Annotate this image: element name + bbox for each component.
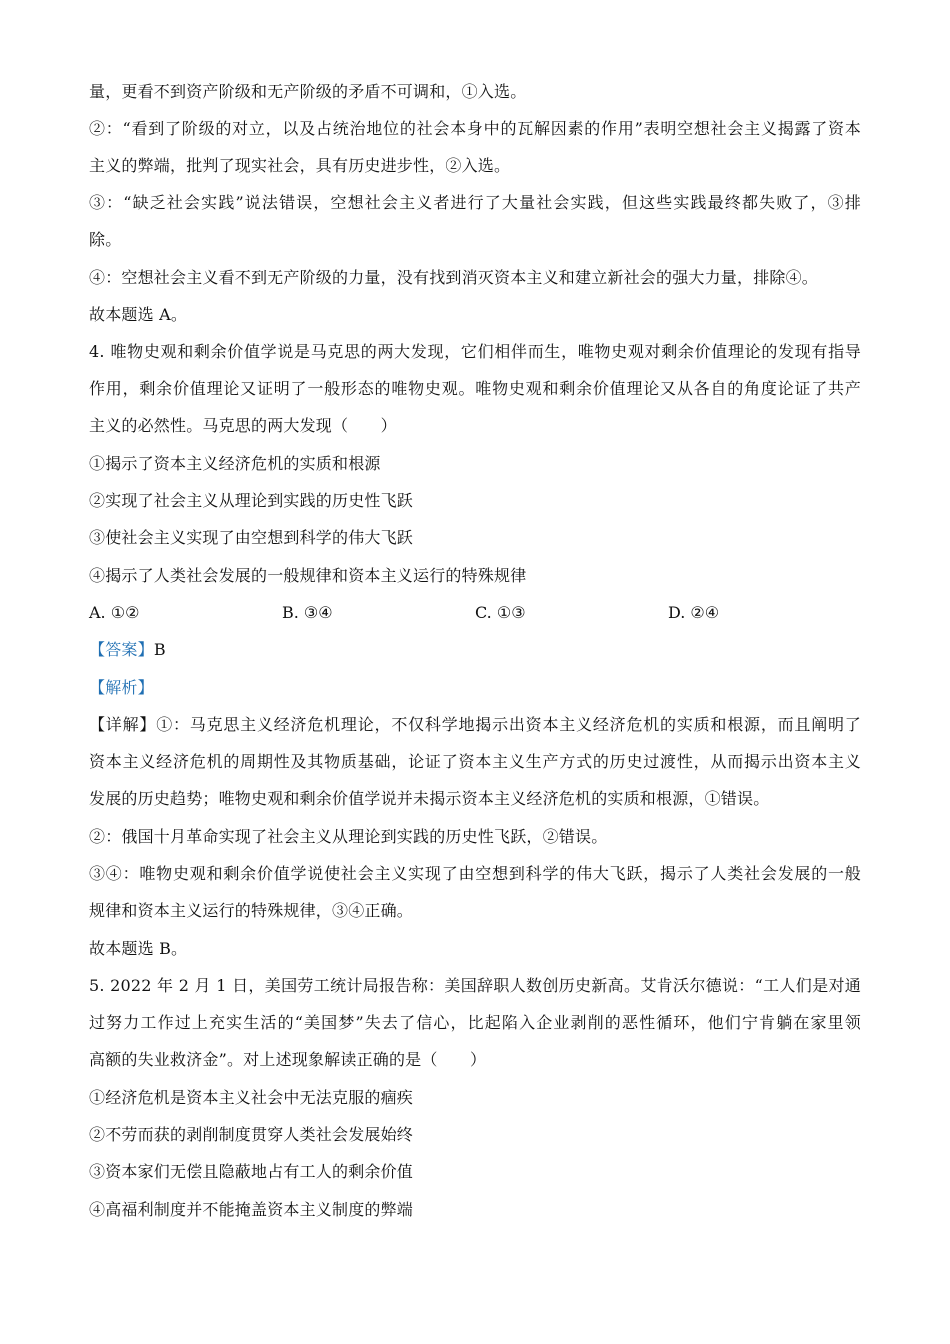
q5-item-4: ④高福利制度并不能掩盖资本主义制度的弊端 (89, 1200, 414, 1219)
q3-analysis-line-3: 主义的弊端，批判了现实社会，具有历史进步性，②入选。 (89, 156, 511, 175)
answer-value: B (153, 640, 166, 659)
q5-item-1: ①经济危机是资本主义社会中无法克服的痼疾 (89, 1088, 414, 1107)
q3-analysis-line-2: ②：“看到了阶级的对立，以及占统治地位的社会本身中的瓦解因素的作用”表明空想社会主义揭露了资本 (89, 119, 861, 138)
q4-detail-line-5: ③④：唯物史观和剩余价值学说使社会主义实现了由空想到科学的伟大飞跃，揭示了人类社会发展的一般 (89, 864, 861, 883)
q4-detail-line-4: ②：俄国十月革命实现了社会主义从理论到实践的历史性飞跃，②错误。 (89, 827, 608, 846)
q5-stem-line-3: 高额的失业救济金”。对上述现象解读正确的是（ ） (89, 1050, 487, 1069)
q4-option-a: A. ①② (89, 603, 140, 622)
q4-analysis-heading (89, 678, 154, 698)
q3-analysis-line-6: ④：空想社会主义看不到无产阶级的力量，没有找到消灭资本主义和建立新社会的强大力量，排除④。 (89, 268, 819, 287)
q4-item-1: ①揭示了资本主义经济危机的实质和根源 (89, 454, 381, 473)
q3-conclusion: 故本题选 A。 (89, 305, 188, 324)
q4-detail-line-3: 发展的历史趋势；唯物史观和剩余价值学说并未揭示资本主义经济危机的实质和根源，①错误。 (89, 789, 770, 808)
q5-stem-line-2: 过努力工作过上充实生活的“美国梦”失去了信心，比起陷入企业剥削的恶性循环，他们宁肯躺在家里领 (89, 1013, 861, 1032)
q4-conclusion: 故本题选 B。 (89, 939, 188, 958)
q3-analysis-line-4: ③：“缺乏社会实践”说法错误，空想社会主义者进行了大量社会实践，但这些实践最终都失败了，③排 (89, 193, 861, 212)
q5-item-3: ③资本家们无偿且隐蔽地占有工人的剩余价值 (89, 1162, 414, 1181)
q4-item-4: ④揭示了人类社会发展的一般规律和资本主义运行的特殊规律 (89, 566, 527, 585)
q4-stem-line-2: 作用，剩余价值理论又证明了一般形态的唯物史观。唯物史观和剩余价值理论又从各自的角度论证了共产 (89, 379, 861, 398)
q4-stem-line-1: 4. 唯物史观和剩余价值学说是马克思的两大发现，它们相伴而生，唯物史观对剩余价值理论的发现有指导 (89, 342, 861, 361)
analysis-tag: 【解析】 (89, 678, 154, 697)
q4-item-2: ②实现了社会主义从理论到实践的历史性飞跃 (89, 491, 414, 510)
answer-tag: 【答案】 (89, 640, 154, 659)
q3-analysis-line-5: 除。 (89, 230, 122, 249)
q4-item-3: ③使社会主义实现了由空想到科学的伟大飞跃 (89, 528, 414, 547)
q4-detail-line-1 (89, 715, 861, 735)
q4-stem-line-3: 主义的必然性。马克思的两大发现（ ） (89, 416, 397, 435)
detail-tag: 【详解】 (89, 715, 157, 734)
detail-text: ①：马克思主义经济危机理论，不仅科学地揭示出资本主义经济危机的实质和根源，而且阐明了 (156, 715, 861, 734)
q4-detail-line-6: 规律和资本主义运行的特殊规律，③④正确。 (89, 901, 414, 920)
q4-option-c: C. ①③ (475, 603, 526, 622)
q3-analysis-line-1: 量，更看不到资产阶级和无产阶级的矛盾不可调和，①入选。 (89, 82, 527, 101)
q4-option-d: D. ②④ (668, 603, 720, 622)
q5-stem-line-1: 5. 2022 年 2 月 1 日，美国劳工统计局报告称：美国辞职人数创历史新高。艾肯沃尔德说：“工人们是对通 (89, 976, 861, 995)
q5-item-2: ②不劳而获的剥削制度贯穿人类社会发展始终 (89, 1125, 414, 1144)
q4-detail-line-2: 资本主义经济危机的周期性及其物质基础，论证了资本主义生产方式的历史过渡性，从而揭示出资本主义 (89, 752, 861, 771)
q4-option-b: B. ③④ (282, 603, 333, 622)
q4-answer (89, 640, 166, 660)
